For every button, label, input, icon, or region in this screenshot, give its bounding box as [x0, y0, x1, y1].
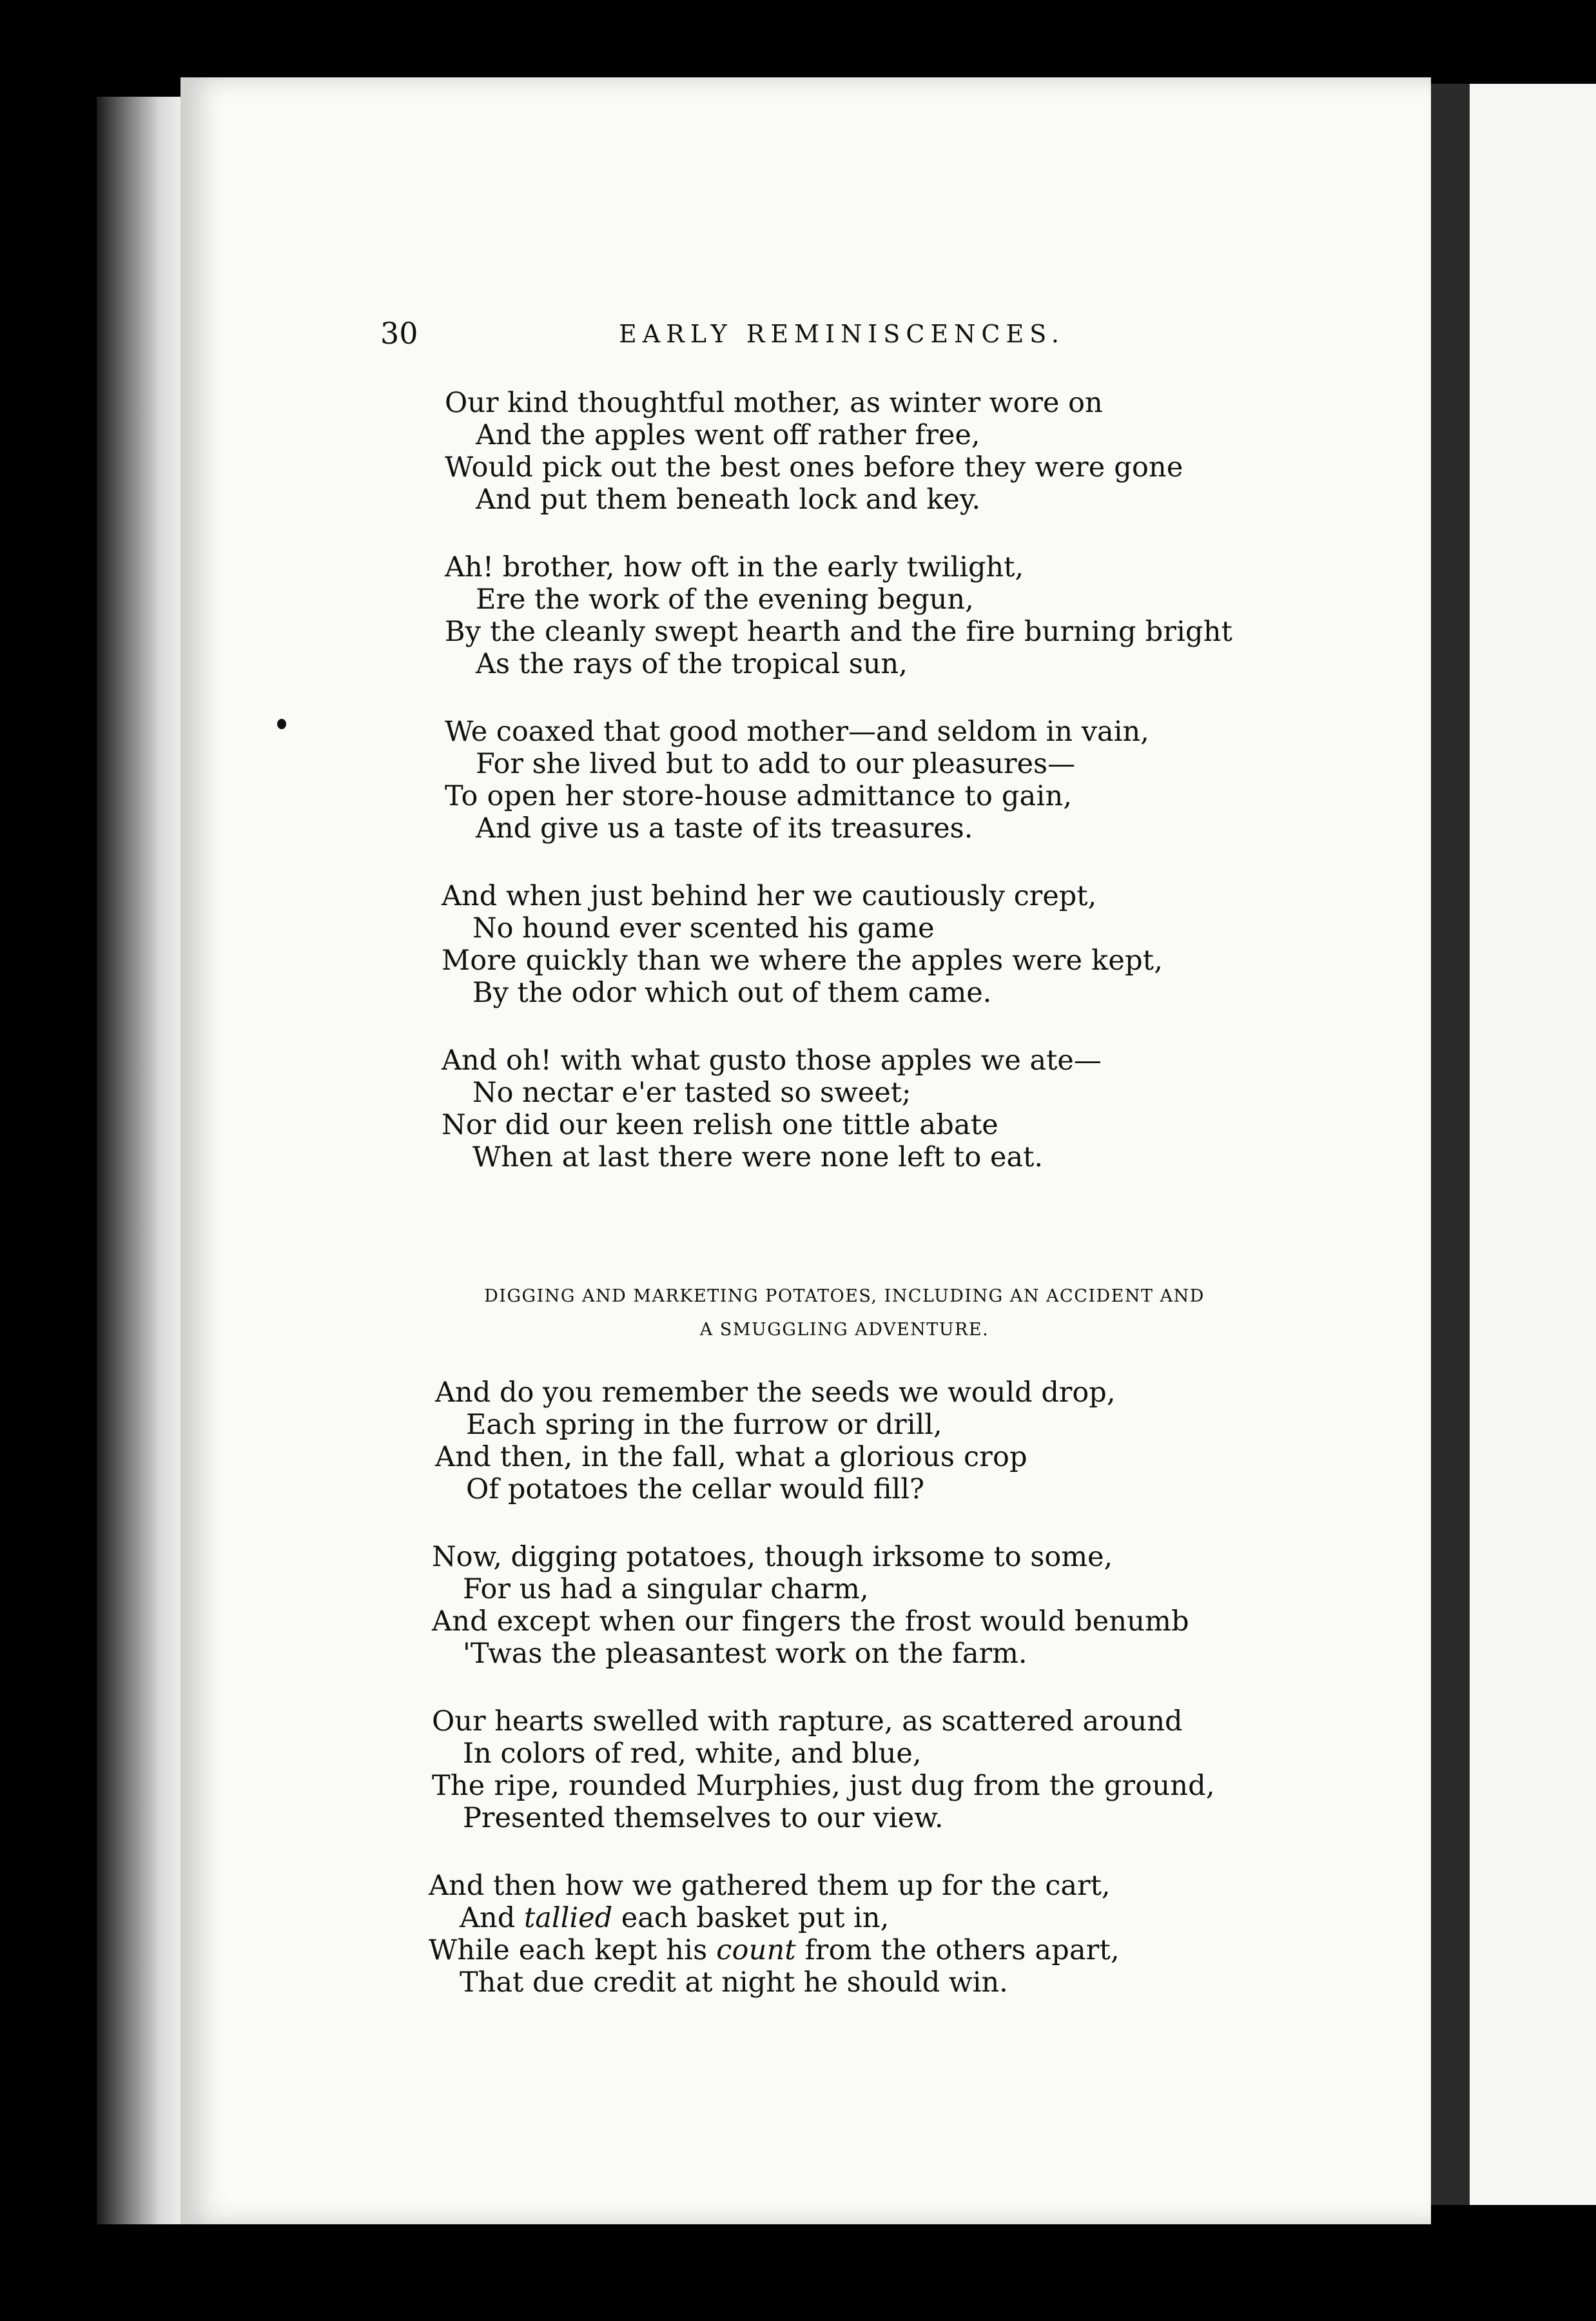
stanza-9 — [429, 1870, 1363, 1999]
verse-line: By the cleanly swept hearth and the fire burning bright — [445, 616, 1233, 648]
verse-line: No nectar e'er tasted so sweet; — [472, 1077, 911, 1109]
book-left-edge — [97, 97, 187, 2224]
stanza-6 — [435, 1376, 1370, 1505]
verse-line: For she lived but to add to our pleasures— — [476, 748, 1076, 780]
page-number: 30 — [380, 316, 418, 351]
verse-line — [429, 1934, 1363, 1966]
verse-text: While each kept his — [429, 1934, 717, 1966]
verse-line: Ah! brother, how oft in the early twilight, — [445, 551, 1024, 583]
verse-line: And do you remember the seeds we would drop, — [435, 1376, 1116, 1409]
section-heading — [361, 1280, 1328, 1347]
verse-line: And the apples went off rather free, — [476, 419, 980, 451]
verse-line: In colors of red, white, and blue, — [463, 1738, 922, 1770]
verse-line: Presented themselves to our view. — [463, 1802, 944, 1834]
verse-line: More quickly than we where the apples were kept, — [442, 945, 1163, 977]
facing-page-edge — [1470, 84, 1596, 2205]
section-heading-line: DIGGING AND MARKETING POTATOES, INCLUDING AN ACCIDENT AND — [484, 1286, 1205, 1306]
verse-line: The ripe, rounded Murphies, just dug from the ground, — [432, 1770, 1215, 1802]
verse-line: And except when our fingers the frost would benumb — [432, 1605, 1189, 1638]
stanza-3 — [445, 716, 1379, 845]
verse-line: Ere the work of the evening begun, — [476, 583, 974, 616]
verse-line: Our kind thoughtful mother, as winter wore on — [445, 387, 1103, 419]
verse-line: Now, digging potatoes, though irksome to some, — [432, 1541, 1113, 1573]
verse-line: Would pick out the best ones before they were gone — [445, 451, 1183, 484]
verse-line: No hound ever scented his game — [472, 912, 935, 945]
stanza-1 — [445, 387, 1379, 516]
verse-text: each basket put in, — [612, 1902, 890, 1934]
ink-speck — [277, 719, 286, 729]
section-heading-line: A SMUGGLING ADVENTURE. — [699, 1320, 989, 1340]
verse-emphasis: tallied — [523, 1902, 613, 1934]
verse-line: And give us a taste of its treasures. — [476, 812, 973, 845]
verse-line: And when just behind her we cautiously crept, — [442, 880, 1097, 912]
verse-text: And — [460, 1902, 524, 1934]
verse-line: That due credit at night he should win. — [460, 1966, 1008, 1999]
verse-line: And put them beneath lock and key. — [476, 484, 981, 516]
verse-line — [429, 1902, 1363, 1934]
stanza-5 — [442, 1044, 1376, 1173]
verse-line: And oh! with what gusto those apples we ate— — [442, 1044, 1102, 1077]
verse-line: And then how we gathered them up for the cart, — [429, 1870, 1111, 1902]
verse-line: As the rays of the tropical sun, — [476, 648, 908, 680]
verse-line: Nor did our keen relish one tittle abate — [442, 1109, 998, 1141]
stanza-2 — [445, 551, 1379, 680]
running-head — [380, 316, 1386, 361]
verse-emphasis: count — [716, 1934, 796, 1966]
verse-line: And then, in the fall, what a glorious crop — [435, 1441, 1027, 1473]
verse-text: from the others apart, — [795, 1934, 1120, 1966]
verse-line: Of potatoes the cellar would fill? — [466, 1473, 925, 1505]
verse-line: For us had a singular charm, — [463, 1573, 869, 1605]
verse-line: 'Twas the pleasantest work on the farm. — [463, 1638, 1027, 1670]
book-gutter — [1431, 84, 1470, 2205]
verse-line: To open her store-house admittance to gain, — [445, 780, 1073, 812]
verse-line: By the odor which out of them came. — [472, 977, 992, 1009]
verse-line: We coaxed that good mother—and seldom in vain, — [445, 716, 1149, 748]
stanza-7 — [432, 1541, 1367, 1670]
stanza-8 — [432, 1705, 1367, 1834]
running-title: EARLY REMINISCENCES. — [619, 320, 1065, 348]
verse-line: When at last there were none left to eat. — [472, 1141, 1044, 1173]
scan-border — [180, 2224, 1431, 2321]
verse-line: Each spring in the furrow or drill, — [466, 1409, 942, 1441]
stanza-4 — [442, 880, 1376, 1009]
verse-line: Our hearts swelled with rapture, as scattered around — [432, 1705, 1183, 1738]
